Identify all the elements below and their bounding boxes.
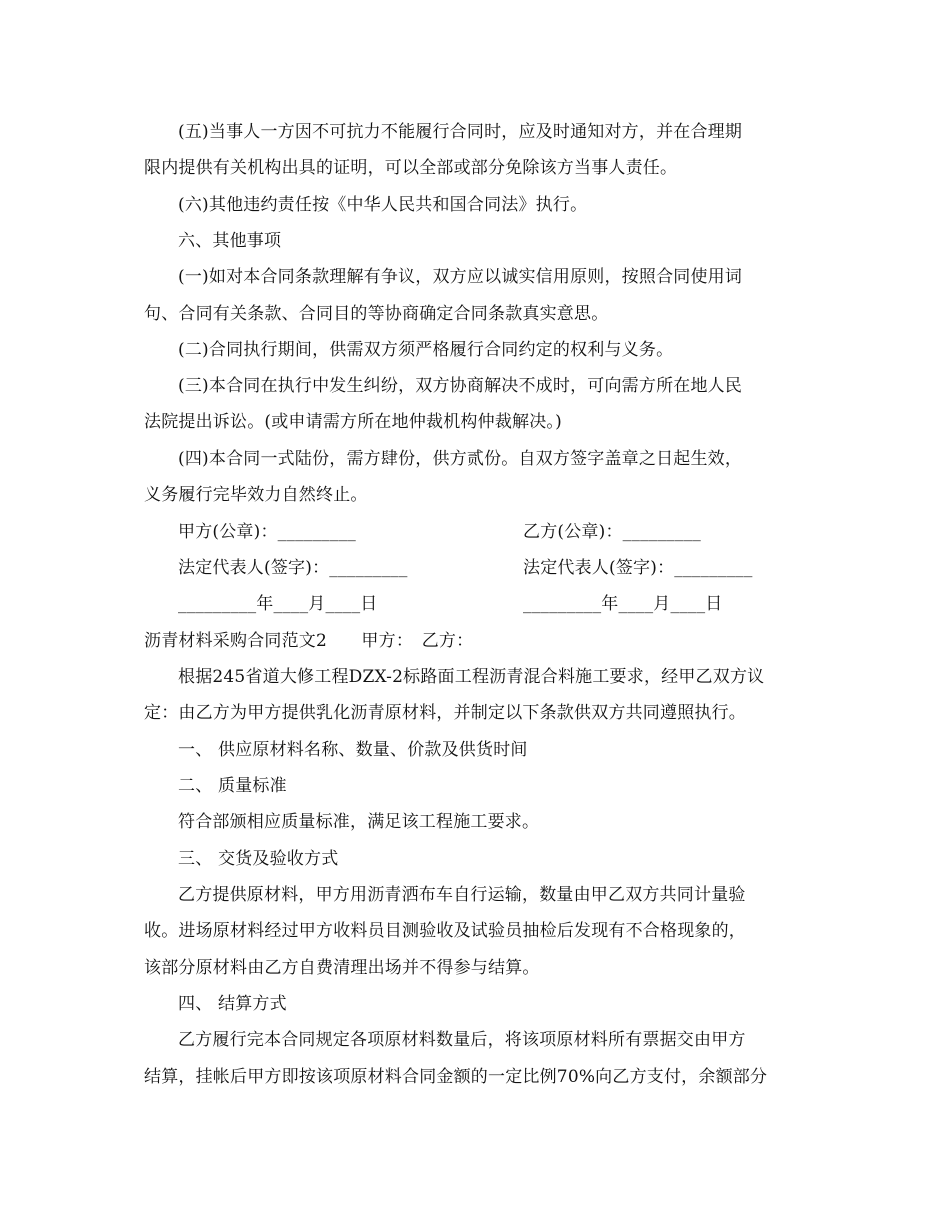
- party-a-date: _________年____月____日: [178, 594, 378, 614]
- paragraph-line: 根据245省道大修工程DZX-2标路面工程沥青混合料施工要求，经甲乙双方议: [178, 667, 765, 687]
- section-heading: 二、 质量标准: [178, 776, 287, 796]
- paragraph-line: (一)如对本合同条款理解有争议，双方应以诚实信用原则，按照合同使用词: [178, 267, 743, 287]
- section2-header: 沥青材料采购合同范文2 甲方： 乙方：: [144, 631, 474, 651]
- party-a-representative: 法定代表人(签字)：_________: [178, 558, 408, 578]
- paragraph-line: (三)本合同在执行中发生纠纷，双方协商解决不成时，可向需方所在地人民: [178, 376, 743, 396]
- section-heading: 六、其他事项: [178, 231, 282, 251]
- party-b-seal: 乙方(公章)：_________: [523, 522, 701, 542]
- section-heading: 四、 结算方式: [178, 994, 287, 1014]
- paragraph-line: (五)当事人一方因不可抗力不能履行合同时，应及时通知对方，并在合理期: [178, 122, 743, 142]
- paragraph-line: 符合部颁相应质量标准，满足该工程施工要求。: [178, 812, 540, 832]
- paragraph-line: 句、合同有关条款、合同目的等协商确定合同条款真实意思。: [144, 304, 609, 324]
- paragraph-line: 限内提供有关机构出具的证明，可以全部或部分免除该方当事人责任。: [144, 158, 678, 178]
- paragraph-line: 定：由乙方为甲方提供乳化沥青原材料，并制定以下条款供双方共同遵照执行。: [144, 703, 746, 723]
- section-heading: 三、 交货及验收方式: [178, 849, 339, 869]
- party-a-seal: 甲方(公章)：_________: [178, 522, 356, 542]
- party-b-representative: 法定代表人(签字)：_________: [523, 558, 753, 578]
- paragraph-line: 收。进场原材料经过甲方收料员目测验收及试验员抽检后发现有不合格现象的，: [144, 921, 746, 941]
- paragraph-line: 乙方提供原材料，甲方用沥青洒布车自行运输，数量由甲乙双方共同计量验: [178, 885, 746, 905]
- paragraph-line: 义务履行完毕效力自然终止。: [144, 485, 368, 505]
- section-heading: 一、 供应原材料名称、数量、价款及供货时间: [178, 740, 528, 760]
- paragraph-line: 法院提出诉讼。(或申请需方所在地仲裁机构仲裁解决。): [144, 412, 562, 432]
- paragraph-line: (二)合同执行期间，供需双方须严格履行合同约定的权利与义务。: [178, 340, 674, 360]
- paragraph-line: (六)其他违约责任按《中华人民共和国合同法》执行。: [178, 195, 588, 215]
- paragraph-line: 乙方履行完本合同规定各项原材料数量后，将该项原材料所有票据交由甲方: [178, 1030, 746, 1050]
- paragraph-line: 结算，挂帐后甲方即按该项原材料合同金额的一定比例70%向乙方支付，余额部分: [144, 1067, 768, 1087]
- party-b-date: _________年____月____日: [523, 594, 723, 614]
- paragraph-line: (四)本合同一式陆份，需方肆份，供方贰份。自双方签字盖章之日起生效，: [178, 449, 743, 469]
- paragraph-line: 该部分原材料由乙方自费清理出场并不得参与结算。: [144, 958, 540, 978]
